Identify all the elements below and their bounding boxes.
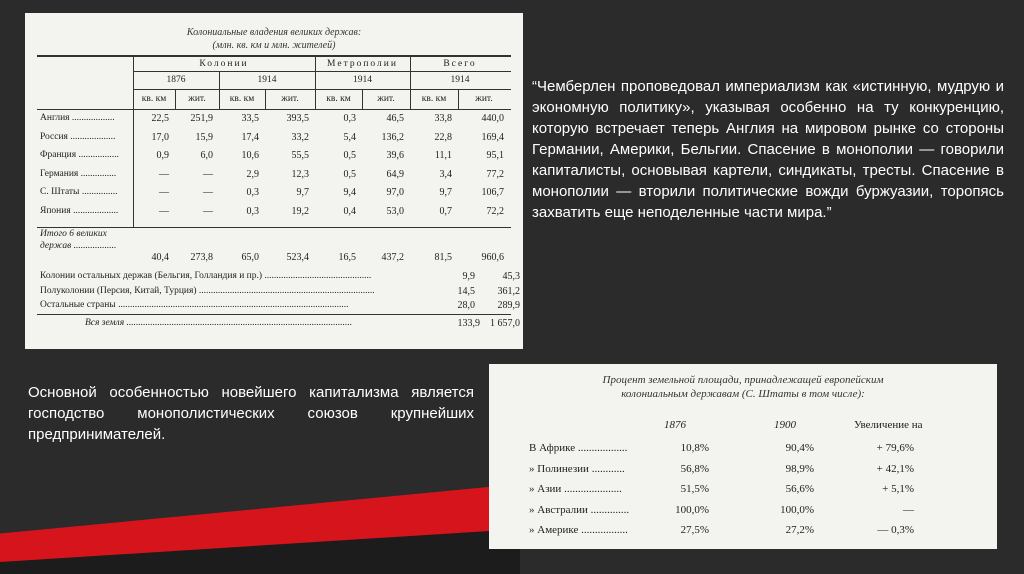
total-cell: 273,8	[190, 252, 213, 263]
table-cell: 11,1	[434, 150, 452, 161]
table-cell: —	[159, 168, 169, 180]
extra-cell: 14,5	[457, 285, 475, 297]
table-cell: 22,5	[151, 113, 169, 124]
total-cell: 81,5	[434, 252, 452, 263]
unit-label: кв. км	[141, 94, 167, 104]
value-increase: + 42,1%	[876, 462, 914, 475]
col-1876: 1876	[664, 419, 686, 431]
table-row-name: Германия ...............	[40, 168, 117, 179]
table-cell: —	[159, 205, 169, 217]
value-1876: 10,8%	[680, 442, 709, 454]
table-row-name: Франция .................	[40, 150, 119, 160]
table-cell: 72,2	[486, 205, 504, 217]
table-cell: 97,0	[386, 187, 404, 198]
main-thesis-text: Основной особенностью новейшего капитализма является господство монополистических союзов крупнейших предпринимателей.	[28, 384, 474, 443]
value-increase: + 79,6%	[876, 442, 914, 454]
table-cell: 77,2	[486, 168, 504, 180]
table-cell: 0,3	[246, 205, 259, 217]
region-name: » Австралии ..............	[529, 503, 630, 516]
extra-row-name: Колонии остальных держав (Бельгия, Голландия и пр.) .............................................	[40, 271, 372, 281]
table-cell: 33,5	[241, 113, 259, 124]
year-label: 1914	[257, 75, 277, 85]
table-cell: 17,0	[151, 131, 169, 143]
table-row-name: С. Штаты ...............	[40, 187, 118, 197]
total-cell: 16,5	[338, 252, 356, 263]
unit-label: кв. км	[229, 94, 255, 104]
table-cell: 9,7	[296, 187, 309, 198]
value-1900: 27,2%	[785, 524, 814, 536]
total-label: Итого 6 великих	[40, 229, 107, 239]
region-name: В Африке ..................	[529, 442, 628, 454]
table1-caption: Колониальные владения великих держав:	[186, 27, 362, 38]
table-cell: 53,0	[386, 205, 404, 217]
table-cell: 136,2	[381, 131, 404, 143]
table-row-name: Япония ...................	[40, 205, 119, 216]
total-cell: 40,4	[151, 252, 169, 263]
value-increase: + 5,1%	[882, 483, 914, 495]
extra-cell: 9,9	[462, 271, 475, 282]
value-increase: — 0,3%	[877, 524, 914, 536]
table-cell: 10,6	[241, 150, 259, 161]
table-cell: 3,4	[439, 168, 452, 180]
land-percentage-table	[489, 364, 997, 549]
unit-label: жит.	[475, 94, 493, 104]
world-population: 1 657,0	[490, 318, 520, 329]
table-row-name: Англия ..................	[40, 113, 115, 123]
extra-cell: 45,3	[502, 271, 520, 282]
group-total: Всего	[443, 59, 477, 69]
table-cell: 17,4	[241, 131, 259, 143]
table-cell: 393,5	[286, 113, 309, 124]
table-cell: 5,4	[343, 131, 356, 143]
colonial-possessions-table	[25, 13, 523, 349]
value-1900: 90,4%	[785, 442, 814, 454]
table-cell: 0,3	[246, 187, 259, 198]
region-name: » Азии .....................	[529, 483, 622, 495]
unit-label: кв. км	[326, 94, 351, 104]
table-cell: —	[203, 168, 213, 180]
extra-row-name: Полуколонии (Персия, Китай, Турция) ..........................................................................	[40, 285, 375, 296]
table-cell: 64,9	[386, 168, 404, 180]
world-label: Вся земля ...............................................................................................	[85, 318, 353, 328]
table-cell: 106,7	[481, 187, 504, 198]
table2-subcaption: колониальным державам (С. Штаты в том числе):	[621, 388, 865, 400]
table-cell: —	[203, 205, 213, 217]
table-cell: 251,9	[190, 113, 213, 124]
table-cell: 0,7	[439, 205, 452, 217]
region-name: » Полинезии ............	[529, 462, 625, 475]
col-increase: Увеличение на	[854, 419, 923, 431]
value-1876: 56,8%	[680, 462, 709, 475]
table-cell: 22,8	[434, 131, 452, 143]
table-cell: 33,8	[434, 113, 452, 124]
table-cell: 6,0	[200, 150, 213, 161]
table-cell: 0,9	[156, 150, 169, 161]
value-1900: 100,0%	[780, 503, 814, 516]
chamberlain-quote: “Чемберлен проповедовал империализм как «истинную, мудрую и экономную политику», указывая особенно на ту конкуренцию, которую встречает теперь Англия на мировом рынке со стороны Германии, Америки, Бельгии. Спасение в монополии — говорили капиталисты, основывая картели, синдикаты, тресты. Спасение в монополии — вторили политические вожди буржуазии, торопясь захватить еще неподеленные части мира.”	[532, 78, 1004, 221]
table-cell: 2,9	[246, 168, 259, 180]
table-cell: 9,4	[343, 187, 356, 198]
table-cell: 15,9	[195, 131, 213, 143]
table-cell: 0,3	[343, 113, 356, 124]
unit-label: жит.	[188, 94, 206, 104]
unit-label: жит.	[281, 94, 299, 104]
table-cell: 0,5	[343, 150, 356, 161]
table-cell: 12,3	[291, 168, 309, 180]
table-cell: 46,5	[386, 113, 404, 124]
region-name: » Америке .................	[529, 524, 628, 536]
extra-cell: 289,9	[497, 300, 520, 311]
table-cell: —	[159, 187, 169, 198]
table-cell: 95,1	[486, 150, 504, 161]
total-cell: 960,6	[481, 252, 504, 263]
value-1876: 100,0%	[675, 503, 709, 516]
extra-cell: 28,0	[457, 300, 475, 311]
value-1876: 27,5%	[680, 524, 709, 536]
year-label: 1876	[166, 75, 186, 85]
table-cell: 55,5	[291, 150, 309, 161]
table-cell: —	[203, 187, 213, 198]
table-cell: 39,6	[386, 150, 404, 161]
unit-label: кв. км	[421, 94, 447, 104]
table2-caption: Процент земельной площади, принадлежащей европейским	[602, 374, 884, 386]
group-colonies: Колонии	[199, 59, 249, 69]
extra-cell: 361,2	[497, 285, 520, 297]
total-cell: 523,4	[286, 252, 309, 263]
year-label: 1914	[353, 75, 372, 85]
unit-label: жит.	[377, 94, 395, 104]
table1-subcaption: (млн. кв. км и млн. жителей)	[212, 40, 336, 51]
value-increase: —	[903, 503, 914, 516]
table-row-name: Россия ...................	[40, 131, 116, 142]
table-cell: 9,7	[439, 187, 452, 198]
col-1900: 1900	[774, 419, 796, 431]
table-cell: 0,5	[343, 168, 356, 180]
total-cell: 437,2	[381, 252, 404, 263]
year-label: 1914	[450, 75, 470, 85]
value-1900: 56,6%	[785, 483, 814, 495]
table-cell: 440,0	[481, 113, 504, 124]
table-cell: 169,4	[481, 131, 504, 143]
table-cell: 19,2	[291, 205, 309, 217]
table-cell: 33,2	[291, 131, 309, 143]
total-cell: 65,0	[241, 252, 259, 263]
value-1876: 51,5%	[680, 483, 709, 495]
value-1900: 98,9%	[785, 462, 814, 475]
table-cell: 0,4	[343, 205, 356, 217]
group-metropoles: Метрополии	[327, 59, 398, 69]
extra-row-name: Остальные страны .................................................................................................	[40, 300, 349, 310]
world-area: 133,9	[457, 318, 480, 329]
total-label-2: держав ..................	[40, 241, 117, 251]
